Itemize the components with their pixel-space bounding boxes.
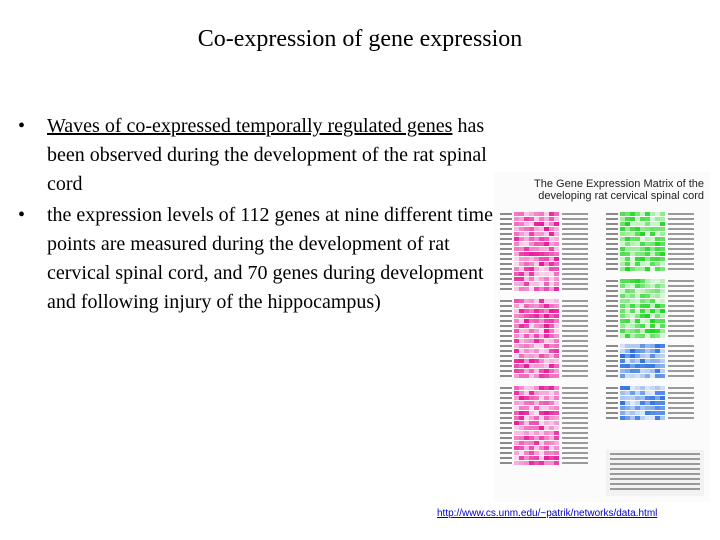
matrix-row [606, 401, 694, 405]
figure-legend [606, 450, 704, 496]
matrix-row [500, 396, 588, 400]
matrix-row [500, 287, 588, 291]
matrix-row [500, 369, 588, 373]
matrix-row [500, 299, 588, 303]
bullet-text: the expression levels of 112 genes at nine different time points are measured during the development of rat cervical spinal cord, and 70 genes during development and following injury of the hippocampus) [47, 204, 493, 313]
matrix-row [500, 272, 588, 276]
matrix-row [500, 257, 588, 261]
matrix-row [500, 314, 588, 318]
matrix-row [606, 289, 694, 293]
matrix-row [606, 324, 694, 328]
matrix-row [500, 441, 588, 445]
matrix-row [500, 242, 588, 246]
matrix-row [500, 446, 588, 450]
matrix-row [500, 329, 588, 333]
matrix-row [500, 406, 588, 410]
matrix-row [500, 421, 588, 425]
matrix-row [500, 222, 588, 226]
matrix-row [500, 401, 588, 405]
matrix-row [606, 262, 694, 266]
matrix-row [606, 227, 694, 231]
matrix-row [500, 451, 588, 455]
source-link[interactable]: http://www.cs.unm.edu/~patrik/networks/data.html [437, 508, 658, 519]
matrix-row [606, 314, 694, 318]
matrix-row [500, 339, 588, 343]
matrix-row [500, 232, 588, 236]
matrix-row [500, 426, 588, 430]
bullet-text: has been observed during the development of the rat spinal cord [47, 115, 487, 195]
bullet-item [16, 201, 496, 317]
gene-expression-matrix-figure [494, 172, 710, 502]
matrix-row [500, 282, 588, 286]
matrix-row [606, 369, 694, 373]
matrix-row [606, 329, 694, 333]
matrix-row [500, 304, 588, 308]
matrix-row [606, 416, 694, 420]
matrix-row [500, 217, 588, 221]
matrix-row [500, 456, 588, 460]
matrix-row [500, 374, 588, 378]
matrix-row [606, 252, 694, 256]
matrix-row [606, 257, 694, 261]
matrix-row [606, 349, 694, 353]
matrix-row [500, 319, 588, 323]
matrix-row [500, 416, 588, 420]
matrix-row [606, 406, 694, 410]
matrix-row [500, 461, 588, 465]
matrix-row [606, 247, 694, 251]
matrix-row [500, 252, 588, 256]
matrix-row [606, 299, 694, 303]
matrix-row [606, 374, 694, 378]
figure-title: The Gene Expression Matrix of the developing rat cervical spinal cord [534, 178, 704, 202]
matrix-row [606, 237, 694, 241]
matrix-row [500, 247, 588, 251]
matrix-row [606, 232, 694, 236]
matrix-row [606, 267, 694, 271]
matrix-row [500, 349, 588, 353]
bullet-underlined-text: Waves of co-expressed temporally regulated genes [47, 115, 453, 137]
matrix-row [500, 334, 588, 338]
slide-title: Co-expression of gene expression [197, 26, 523, 52]
matrix-row [500, 364, 588, 368]
matrix-row [500, 354, 588, 358]
matrix-row [500, 386, 588, 390]
matrix-row [606, 212, 694, 216]
matrix-row [500, 411, 588, 415]
matrix-row [606, 309, 694, 313]
matrix-row [606, 284, 694, 288]
matrix-row [606, 391, 694, 395]
matrix-row [500, 436, 588, 440]
matrix-row [606, 279, 694, 283]
matrix-row [500, 324, 588, 328]
matrix-row [500, 267, 588, 271]
matrix-column-left [500, 212, 588, 466]
matrix-row [606, 411, 694, 415]
matrix-row [606, 364, 694, 368]
matrix-row [606, 396, 694, 400]
matrix-row [500, 212, 588, 216]
matrix-row [500, 227, 588, 231]
bullet-list [16, 112, 496, 319]
matrix-row [500, 262, 588, 266]
matrix-row [606, 354, 694, 358]
matrix-row [500, 391, 588, 395]
matrix-row [500, 277, 588, 281]
matrix-row [606, 242, 694, 246]
matrix-row [606, 222, 694, 226]
bullet-marker: • [18, 204, 26, 226]
matrix-row [606, 344, 694, 348]
matrix-row [606, 294, 694, 298]
matrix-row [606, 304, 694, 308]
matrix-row [606, 386, 694, 390]
matrix-row [500, 309, 588, 313]
matrix-column-right [606, 212, 694, 421]
matrix-row [500, 431, 588, 435]
matrix-row [500, 359, 588, 363]
matrix-row [606, 217, 694, 221]
matrix-row [606, 334, 694, 338]
matrix-row [606, 359, 694, 363]
matrix-row [500, 344, 588, 348]
matrix-row [500, 237, 588, 241]
matrix-row [606, 319, 694, 323]
bullet-item [16, 112, 496, 199]
bullet-marker: • [18, 115, 26, 137]
